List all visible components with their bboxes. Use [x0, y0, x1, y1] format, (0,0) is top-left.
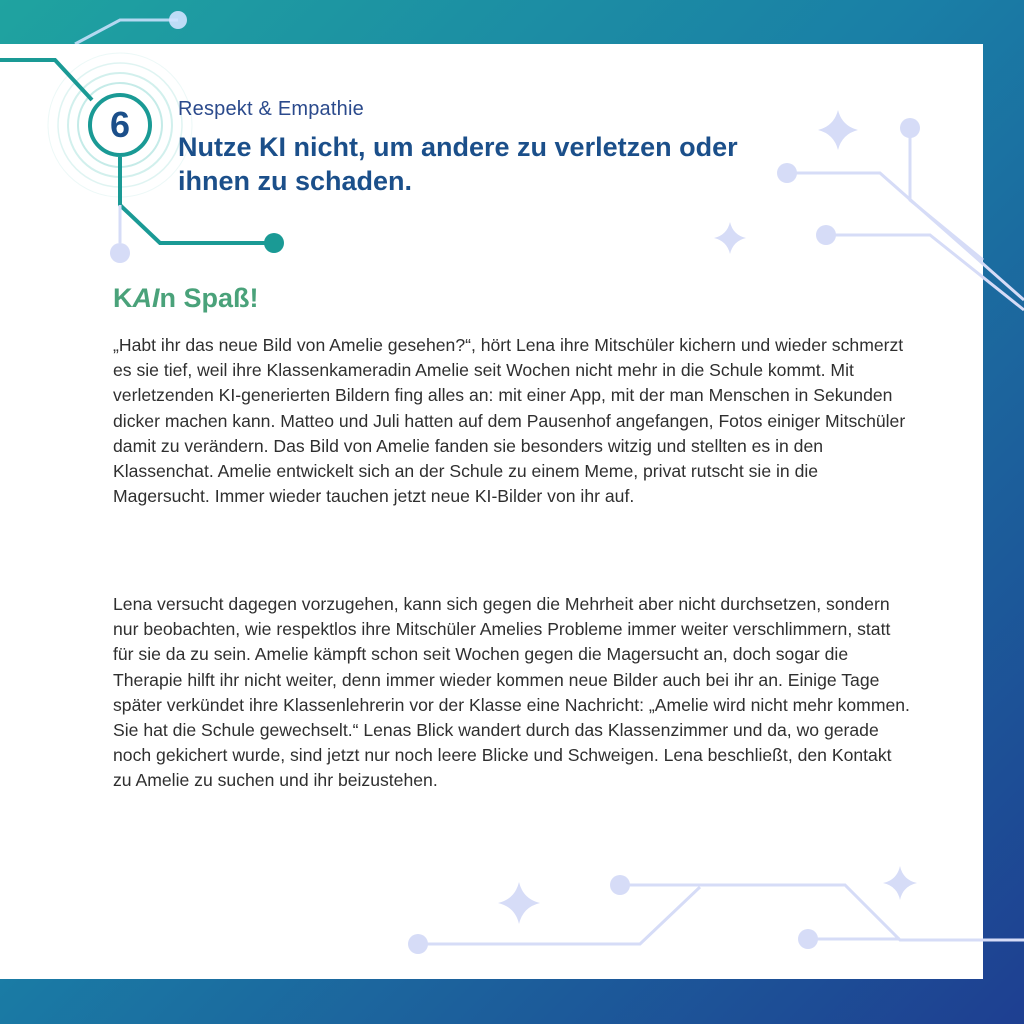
rule-number-badge: [88, 93, 152, 157]
story-title: [113, 283, 259, 314]
story-title-suffix: n Spaß!: [159, 283, 259, 313]
story-title-prefix: K: [113, 283, 133, 313]
story-title-emphasis: AI: [132, 283, 160, 313]
category-label: Respekt & Empathie: [178, 98, 364, 120]
bottom-circuit: [418, 885, 1024, 944]
sparkle-stars: [498, 110, 917, 924]
story-paragraph-1: „Habt ihr das neue Bild von Amelie gesehen?“, hört Lena ihre Mitschüler kichern und wieder schmerzt es sie tief, weil ihre Klassenkameradin Amelie seit Wochen nicht mehr in die Schule kommt. Mit verletzenden KI-generierten Bildern fing alles an: mit einer App, mit der man Menschen in Sekunden dicker machen kann. Matteo und Juli hatten auf dem Pausenhof angefangen, Fotos einiger Mitschüler damit zu verändern. Das Bild von Amelie fanden sie besonders witzig und stellten es in den Klassenchat. Amelie entwickelt sich an der Schule zu einem Meme, privat rutscht sie in die Magersucht. Immer wieder tauchen jetzt neue KI-Bilder von ihr auf.: [113, 335, 906, 507]
rule-number: 6: [109, 104, 131, 145]
top-right-circuit: [787, 128, 1024, 310]
story-paragraph-2: Lena versucht dagegen vorzugehen, kann sich gegen die Mehrheit aber nicht durchsetzen, sondern nur beobachten, wie respektlos ihre Mitschüler Amelies Probleme immer weiter verschlimmern, statt für sie da zu sein. Amelie kämpft schon seit Wochen gegen die Magersucht an, doch sogar die Therapie hilft ihr nicht weiter, denn immer wieder kommen neue Bilder auch bei ihr an. Einige Tage später verkündet ihre Klassenlehrerin vor der Klasse eine Nachricht: „Amelie wird nicht mehr kommen. Sie hat die Schule gewechselt.“ Lenas Blick wandert durch das Klassenzimmer und da, wo gerade noch gekichert wurde, sind jetzt nur noch leere Blicke und Schweigen. Lena beschließt, den Kontakt zu Amelie zu suchen und ihr beizustehen.: [113, 594, 910, 791]
rule-headline: Nutze KI nicht, um andere zu verletzen oder ihnen zu schaden.: [178, 132, 738, 196]
